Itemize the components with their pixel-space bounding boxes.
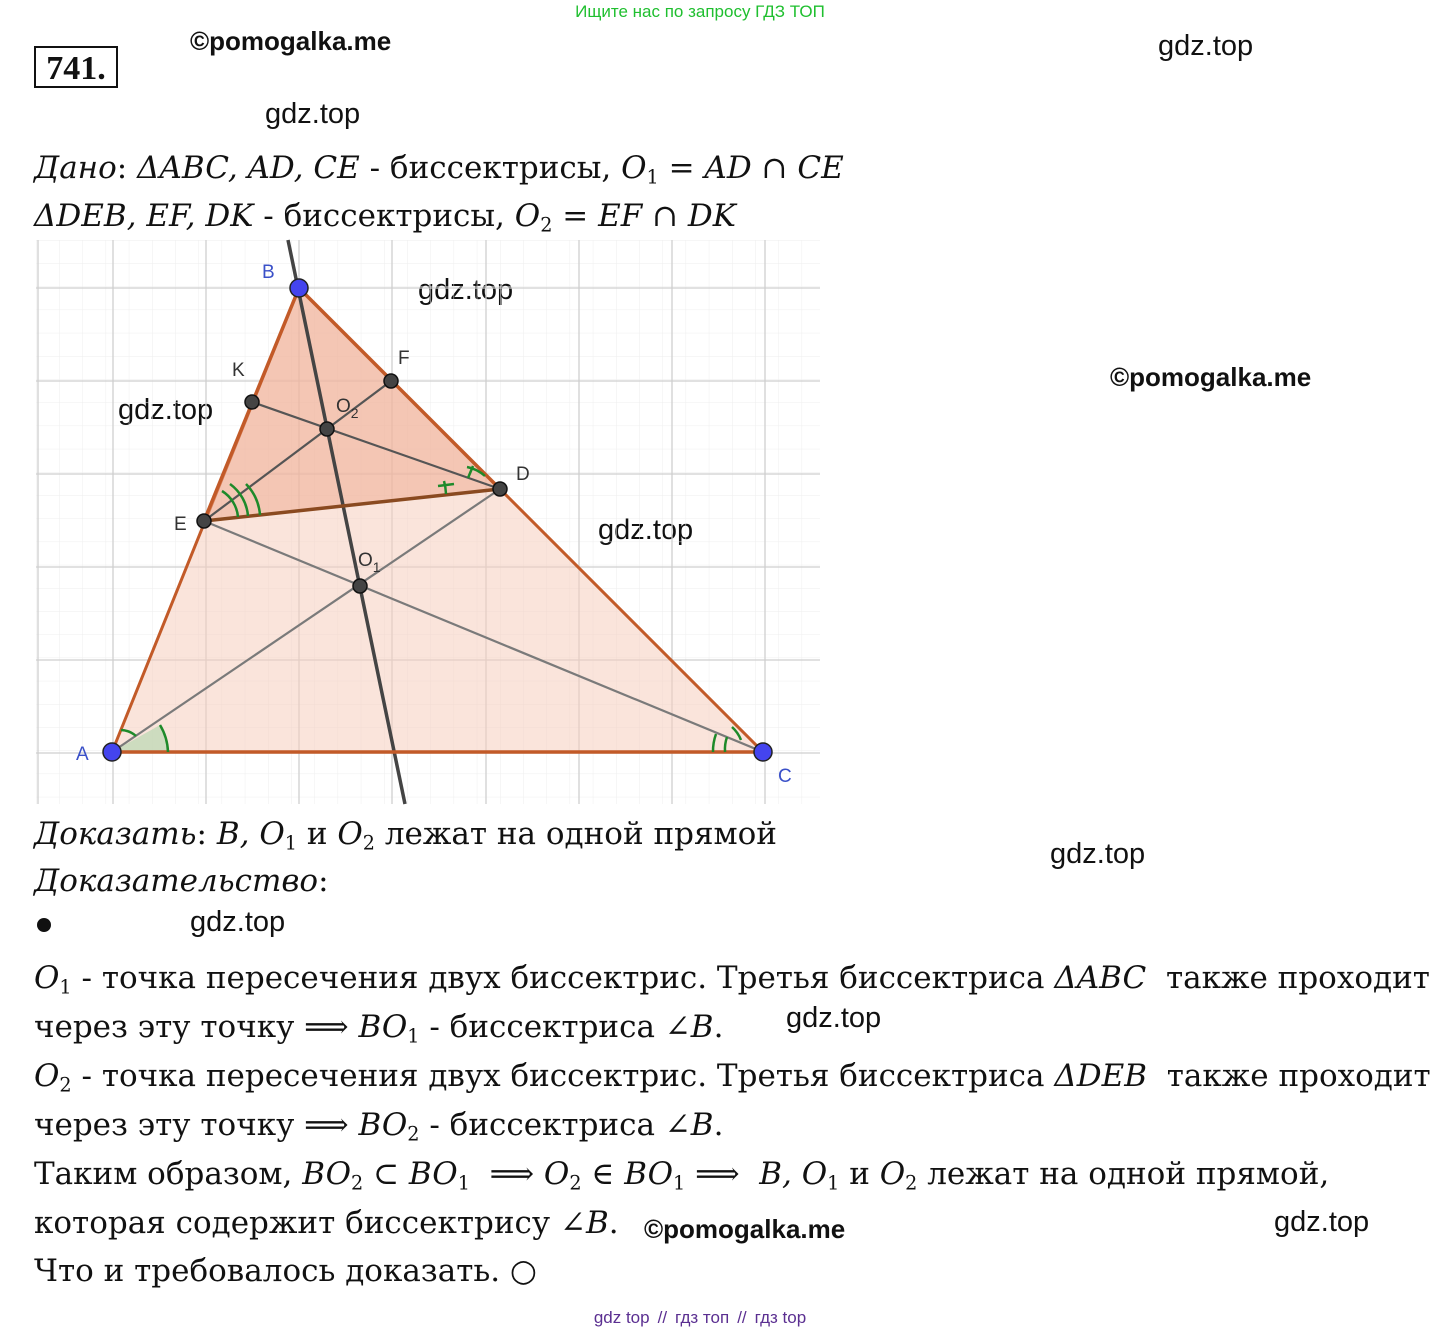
label-c: C — [778, 766, 792, 787]
prove-label: Доказать — [34, 816, 197, 852]
proof-line-1: $O_1$ - точка пересечения двух биссектрис. Третья биссектриса ΔABC также проходит — [34, 960, 1430, 999]
proof-line-3: $O_2$ - точка пересечения двух биссектрис. Третья биссектриса ΔDEB также проходит — [34, 1058, 1431, 1097]
point-k — [245, 395, 259, 409]
label-o1: $O_1$ — [358, 550, 381, 575]
top-banner: Ищите нас по запросу ГДЗ ТОП — [575, 2, 825, 21]
label-a: A — [76, 744, 89, 765]
given-label: Дано — [34, 150, 117, 186]
problem-number: 741. — [34, 46, 118, 88]
footer-link[interactable]: gdz top — [593, 1308, 650, 1327]
proof-heading: Доказательство: — [34, 863, 329, 899]
label-b: B — [262, 262, 275, 283]
proof-line-2: через эту точку ⟹ $BO_1$ - биссектриса ∠B. — [34, 1009, 724, 1048]
proof-conclusion: Что и требовалось доказать. ○ — [34, 1253, 537, 1289]
footer-link[interactable]: гдз топ — [675, 1308, 730, 1327]
bullet — [37, 918, 51, 932]
watermark-pomogalka: ©pomogalka.me — [190, 26, 392, 56]
given-line-2: ΔDEB, EF, DK - биссектрисы, $O_2$ = EF ∩ DK — [34, 198, 736, 237]
prove-line: Доказать: B, $O_1$ и $O_2$ лежат на одной прямой — [34, 816, 777, 855]
proof-line-4: через эту точку ⟹ $BO_2$ - биссектриса ∠B. — [34, 1107, 724, 1146]
given-line-1: Дано: ΔABC, AD, CE - биссектрисы, $O_1$ = AD ∩ CE — [34, 150, 844, 189]
point-d — [493, 482, 507, 496]
label-o2: $O_2$ — [336, 396, 359, 421]
footer-links: gdz top // гдз топ // гдз top — [593, 1308, 807, 1327]
footer-link[interactable]: гдз top — [754, 1308, 807, 1327]
point-c — [754, 743, 772, 761]
point-o1 — [353, 579, 367, 593]
watermark-pomogalka: ©pomogalka.me — [644, 1214, 846, 1244]
proof-line-5: Таким образом, $BO_2$ ⊂ $BO_1$ ⟹ $O_2$ ∈ $BO_1$ ⟹ B, $O_1$ и $O_2$ лежат на одной прямой, — [34, 1156, 1330, 1195]
point-a — [103, 743, 121, 761]
label-f: F — [398, 348, 410, 369]
watermark-gdz: gdz.top — [1274, 1206, 1370, 1238]
watermark-gdz: gdz.top — [786, 1002, 882, 1034]
label-d: D — [516, 464, 530, 485]
point-o2 — [320, 422, 334, 436]
label-k: K — [232, 360, 245, 381]
watermark-gdz: gdz.top — [190, 906, 286, 938]
proof-line-6: которая содержит биссектрису ∠B. — [34, 1205, 619, 1241]
point-e — [197, 514, 211, 528]
label-e: E — [174, 514, 187, 535]
watermark-pomogalka: ©pomogalka.me — [1110, 362, 1312, 392]
watermark-gdz: gdz.top — [1050, 838, 1146, 870]
point-f — [384, 374, 398, 388]
watermark-gdz: gdz.top — [265, 98, 361, 130]
watermark-gdz: gdz.top — [1158, 30, 1254, 62]
point-b — [290, 279, 308, 297]
geometry-figure — [36, 240, 820, 804]
